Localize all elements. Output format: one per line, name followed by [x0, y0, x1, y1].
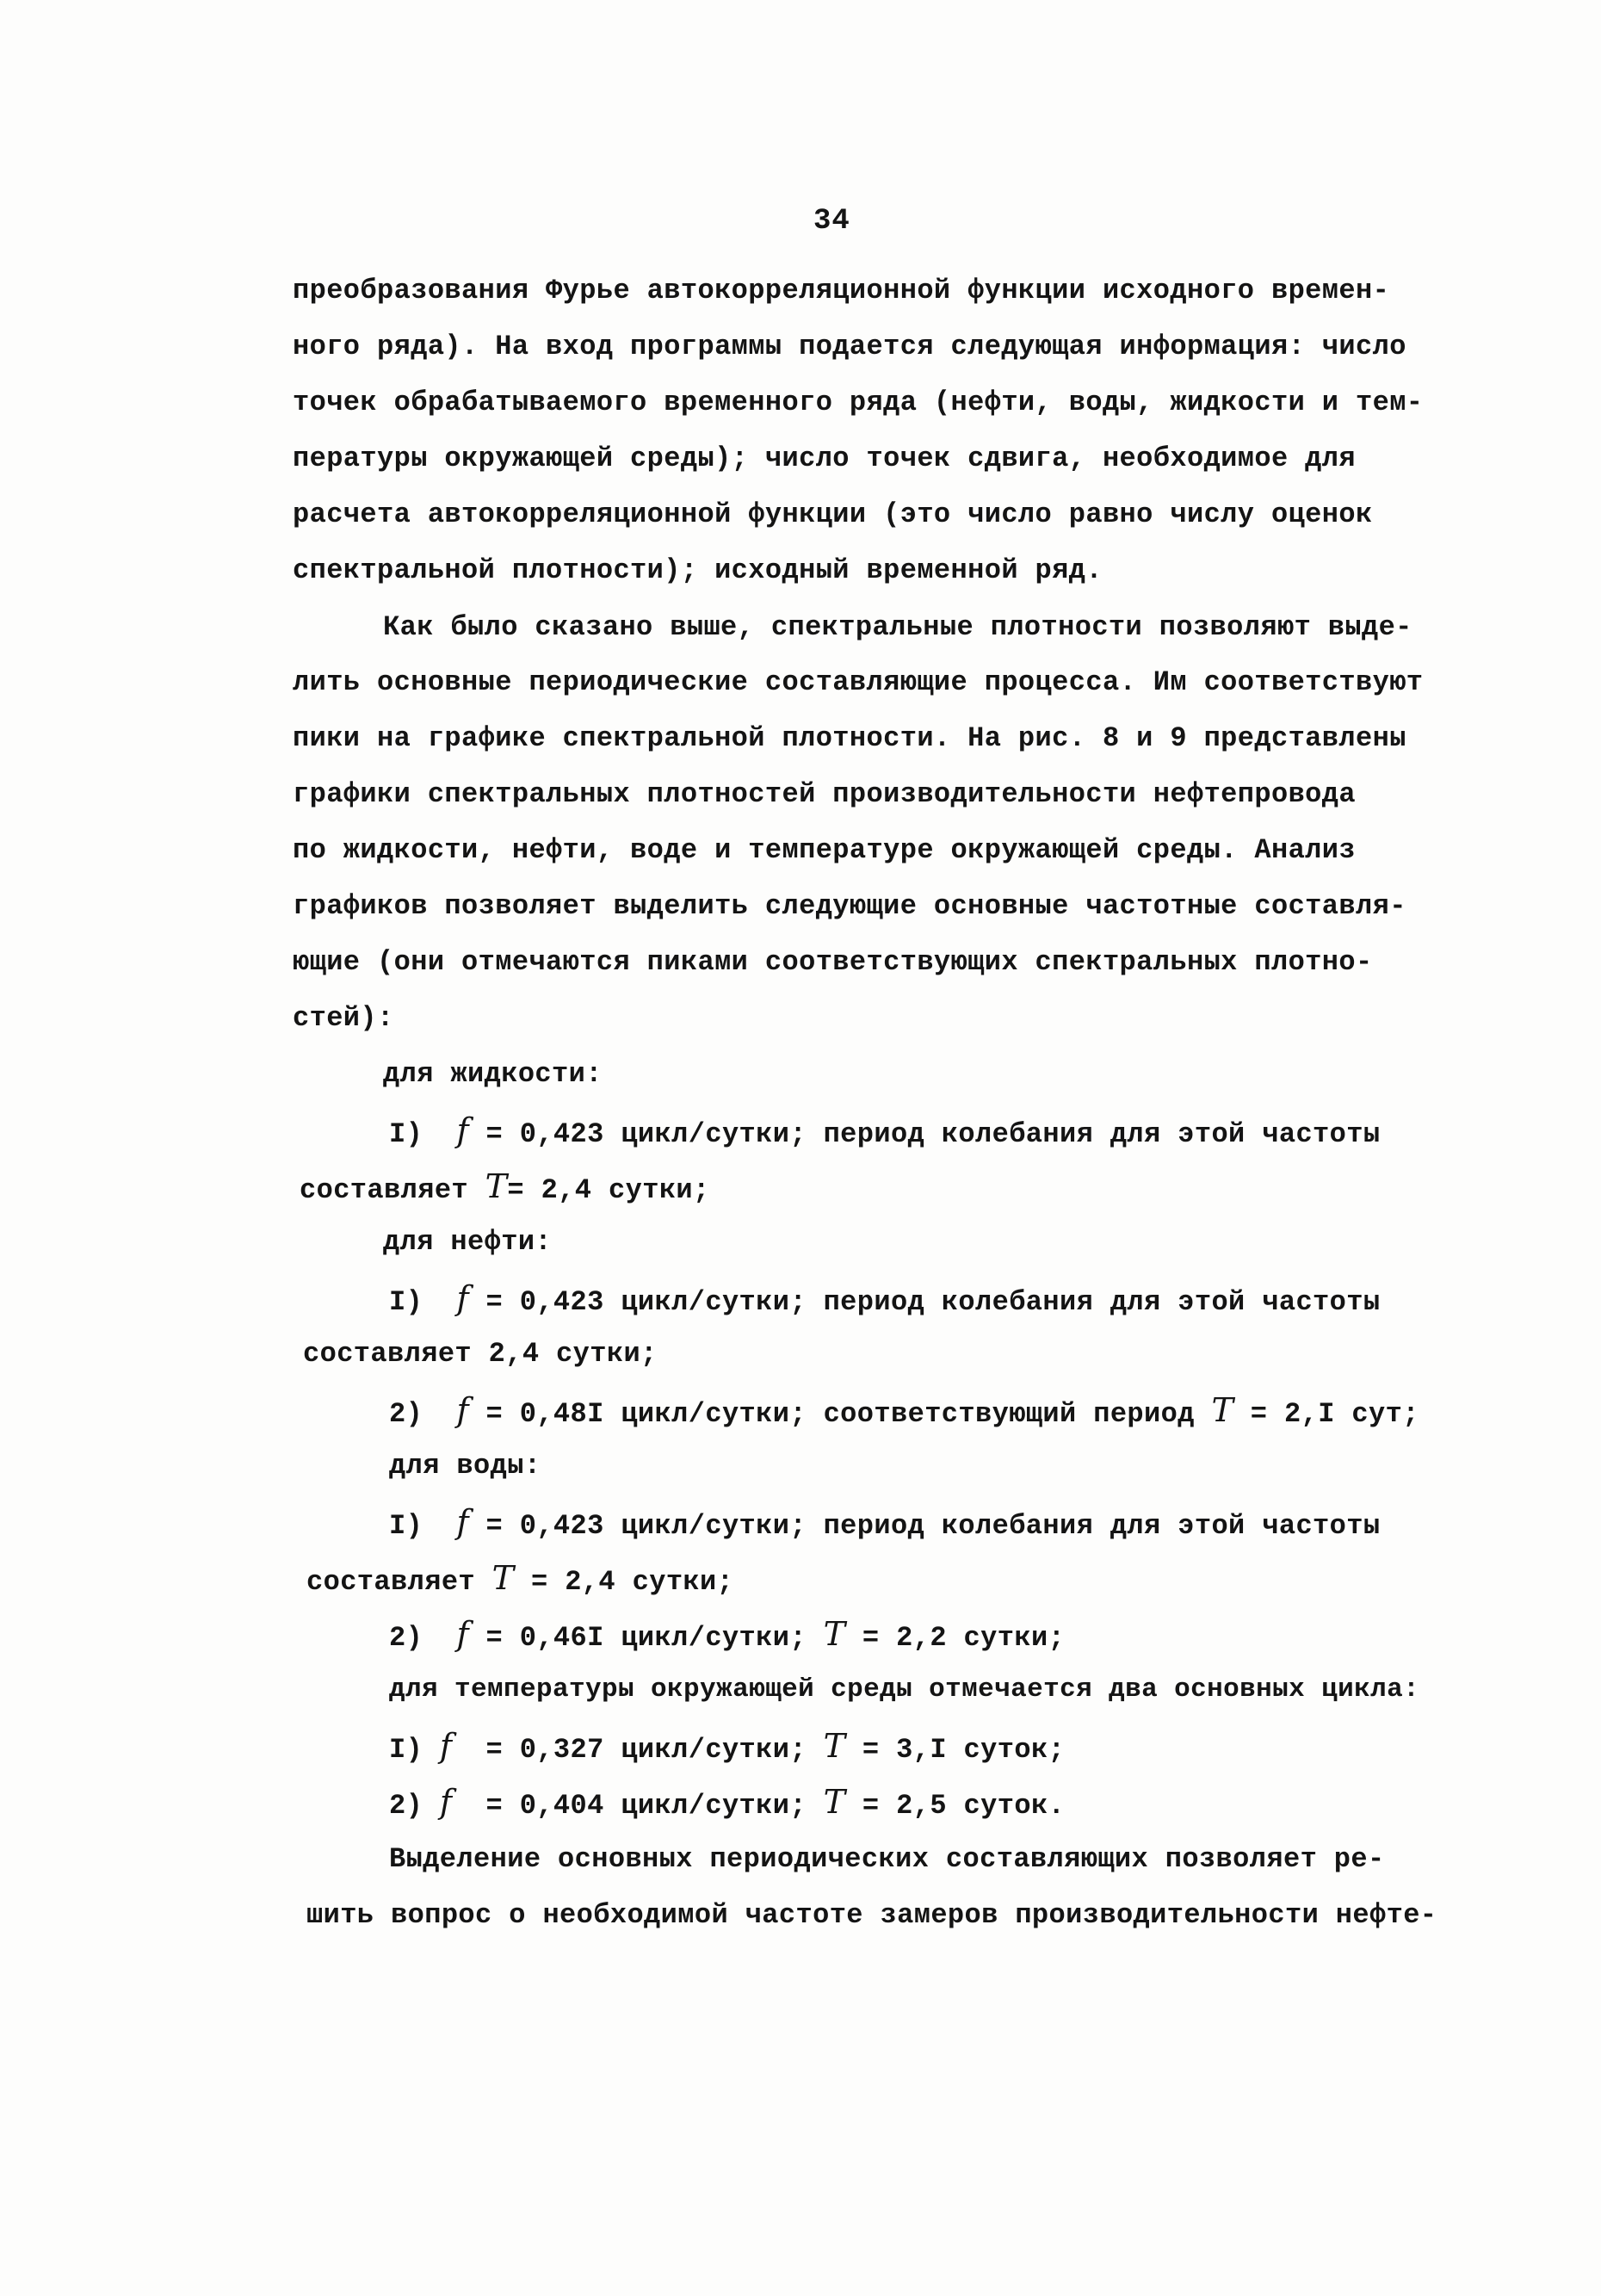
text-line: лить основные периодические составляющие процесса. Им соответствуют: [293, 666, 1424, 698]
list-item-temperature-1: [389, 1729, 1065, 1767]
list-item-oil-2: [389, 1393, 1419, 1432]
item-text: = 2,4 сутки;: [514, 1566, 734, 1598]
list-item-liquid-1: [389, 1113, 1380, 1152]
list-item-liquid-1-cont: [300, 1169, 710, 1208]
item-text: = 0,423 цикл/сутки; период колебания для этой частоты: [468, 1118, 1381, 1150]
item-text: = 0,423 цикл/сутки; период колебания для этой частоты: [468, 1510, 1381, 1542]
list-item-water-1-cont: [306, 1561, 733, 1600]
item-number: 2): [389, 1790, 423, 1822]
period-symbol: T: [491, 1559, 515, 1597]
item-text: = 0,327 цикл/сутки;: [452, 1734, 824, 1766]
frequency-symbol: f: [456, 1391, 469, 1429]
frequency-symbol: f: [456, 1279, 469, 1317]
text-line: пики на графике спектральной плотности. На рис. 8 и 9 представлены: [293, 722, 1406, 754]
text-line: преобразования Фурье автокорреляционной функции исходного времен-: [293, 275, 1390, 306]
item-text: = 2,2 сутки;: [845, 1622, 1066, 1654]
item-number: I): [389, 1734, 423, 1766]
text-line: ющие (они отмечаются пиками соответствующих спектральных плотно-: [293, 946, 1373, 978]
text-line: расчета автокорреляционной функции (это число равно числу оценок: [293, 498, 1373, 530]
text-line: шить вопрос о необходимой частоте замеров производительности нефте-: [306, 1899, 1437, 1931]
frequency-symbol: f: [439, 1783, 453, 1821]
item-text: = 2,5 суток.: [845, 1790, 1066, 1822]
item-number: I): [389, 1286, 423, 1318]
list-item-oil-1: [389, 1281, 1380, 1320]
page-number: 34: [813, 205, 850, 238]
item-text: = 2,I сут;: [1233, 1398, 1419, 1430]
section-heading-oil: для нефти:: [383, 1226, 553, 1258]
item-text: составляет: [306, 1566, 492, 1598]
item-number: 2): [389, 1622, 423, 1654]
text-line: графиков позволяет выделить следующие основные частотные составля-: [293, 890, 1406, 922]
period-symbol: T: [1211, 1391, 1234, 1429]
text-line: точек обрабатываемого временного ряда (нефти, воды, жидкости и тем-: [293, 387, 1424, 418]
frequency-symbol: f: [439, 1727, 453, 1765]
period-symbol: T: [823, 1783, 846, 1821]
period-symbol: T: [823, 1727, 846, 1765]
item-number: I): [389, 1510, 423, 1542]
item-number: I): [389, 1118, 423, 1150]
item-text: = 2,4 сутки;: [507, 1174, 710, 1206]
item-text: = 0,404 цикл/сутки;: [452, 1790, 824, 1822]
section-heading-liquid: для жидкости:: [383, 1058, 603, 1090]
list-item-water-1: [389, 1505, 1380, 1544]
item-text: = 0,46I цикл/сутки;: [468, 1622, 824, 1654]
text-line: Выделение основных периодических составляющих позволяет ре-: [389, 1843, 1385, 1875]
list-item-oil-1-cont: составляет 2,4 сутки;: [303, 1338, 658, 1370]
text-line: по жидкости, нефти, воде и температуре окружающей среды. Анализ: [293, 834, 1356, 866]
list-item-temperature-2: [389, 1785, 1065, 1823]
frequency-symbol: f: [456, 1503, 469, 1541]
section-heading-water: для воды:: [389, 1450, 541, 1482]
frequency-symbol: f: [456, 1615, 469, 1653]
period-symbol: T: [823, 1615, 846, 1653]
text-line: графики спектральных плотностей производительности нефтепровода: [293, 778, 1356, 810]
text-line: пературы окружающей среды); число точек сдвига, необходимое для: [293, 442, 1356, 474]
list-item-water-2: [389, 1617, 1065, 1655]
item-text: = 0,423 цикл/сутки; период колебания для этой частоты: [468, 1286, 1381, 1318]
item-text: = 0,48I цикл/сутки; соответствующий период: [468, 1398, 1212, 1430]
section-heading-temperature: для температуры окружающей среды отмечается два основных цикла:: [389, 1674, 1420, 1705]
text-line: ного ряда). На вход программы подается следующая информация: число: [293, 331, 1406, 362]
text-line: стей):: [293, 1002, 394, 1034]
item-text: = 3,I суток;: [845, 1734, 1066, 1766]
frequency-symbol: f: [456, 1111, 469, 1149]
item-number: 2): [389, 1398, 423, 1430]
text-line: Как было сказано выше, спектральные плотности позволяют выде-: [383, 611, 1412, 643]
period-symbol: T: [485, 1167, 508, 1205]
item-text: составляет: [300, 1174, 485, 1206]
text-line: спектральной плотности); исходный временной ряд.: [293, 554, 1103, 586]
